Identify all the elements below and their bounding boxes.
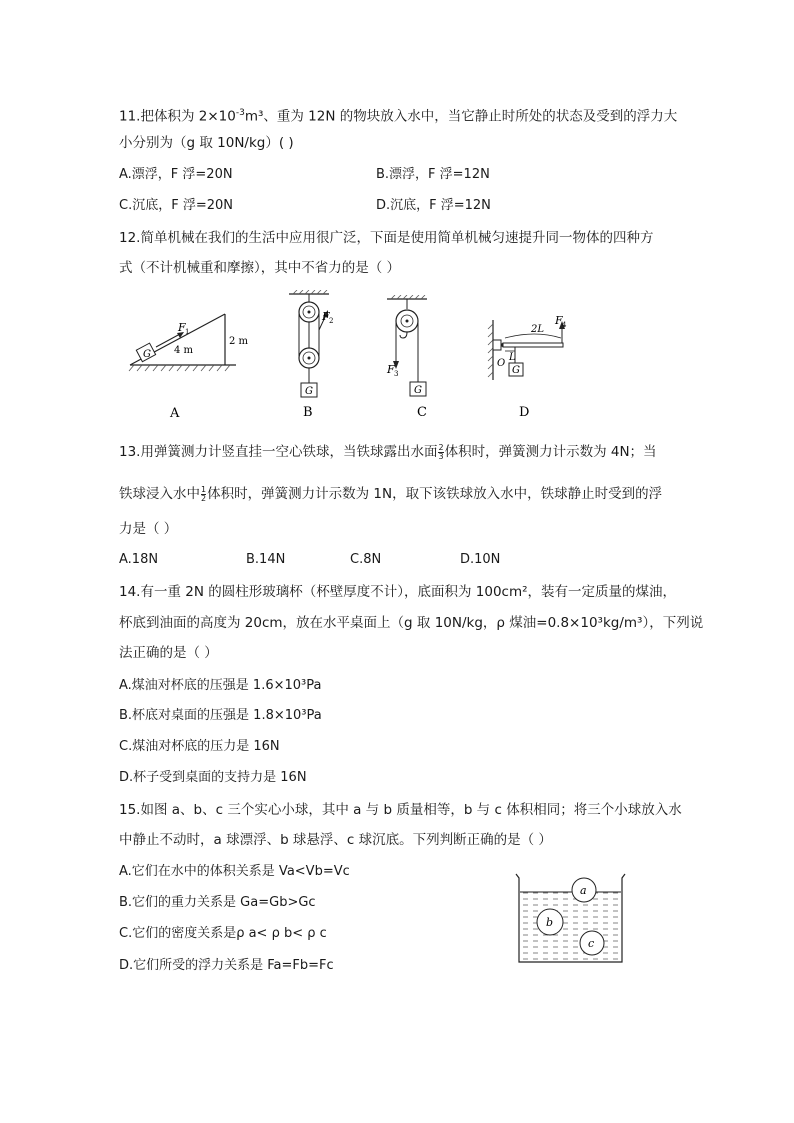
q14-line3: 法正确的是（ ）	[119, 645, 218, 661]
fig-d-f-subscript: 4	[562, 321, 567, 329]
q14-line1: 14.有一重 2N 的圆柱形玻璃杯（杯壁厚度不计），底面积为 100cm²，装有一定质量的煤油，	[119, 584, 677, 600]
q12-line1: 12.简单机械在我们的生活中应用很广泛，下面是使用简单机械匀速提升同一物体的四种方	[119, 230, 654, 246]
q14-option-d: D.杯子受到桌面的支持力是 16N	[119, 770, 307, 785]
q11-line1: 11.把体积为 $2\times 10^{-3}m^3$、重为 12N 的物块放入水中，当它静止时所处的状态及受到的浮力大	[119, 108, 678, 125]
fig-c-f-label: F	[387, 363, 395, 376]
q14-option-b: B.杯底对桌面的压强是 1.8×10³Pa	[119, 708, 322, 723]
q15-option-c: C.它们的密度关系是ρ a< ρ b< ρ c	[119, 926, 327, 941]
fig-a-f-subscript: 1	[185, 328, 190, 336]
figure-b-pulley-block	[284, 290, 344, 425]
fig-a-g-label: G	[143, 349, 151, 360]
q14-option-c: C.煤油对杯底的压力是 16N	[119, 739, 280, 754]
fig-d-2l-label: 2L	[531, 324, 545, 335]
fig-d-l-label: L	[509, 352, 516, 363]
ball-b-label: b	[546, 916, 554, 929]
fig-c-caption: C	[417, 405, 427, 420]
fig-d-o-label: O	[497, 358, 506, 369]
q13-line1: 13.用弹簧测力计竖直挂一空心铁球，当铁球露出水面 $\frac{2}{3}$ 体积时，弹簧测力计示数为 4N；当	[119, 442, 657, 461]
q13-option-d: D.10N	[460, 552, 501, 567]
q14-line2: 杯底到油面的高度为 20cm，放在水平桌面上（g 取 10N/kg，ρ 煤油=0.8×10³kg/m³），下列说	[119, 615, 704, 631]
q11-option-b: B.漂浮，F 浮=12N	[376, 167, 490, 182]
figure-d-lever	[485, 310, 585, 425]
q15-line2: 中静止不动时，a 球漂浮、b 球悬浮、c 球沉底。下列判断正确的是（ ）	[119, 832, 552, 848]
ball-c-label: c	[588, 937, 595, 950]
fig-d-f-label: F	[555, 314, 563, 327]
fig-d-g-label: G	[512, 365, 520, 376]
q13-line2: 铁球浸入水中 $\frac{1}{2}$ 体积时，弹簧测力计示数为 1N，取下该铁球放入水中，铁球静止时受到的浮	[119, 484, 663, 503]
fig-d-caption: D	[519, 405, 530, 420]
q13-option-a: A.18N	[119, 552, 159, 567]
fig-a-height-label: 2 m	[229, 336, 248, 347]
fig-b-f-subscript: 2	[329, 317, 334, 325]
fig-a-caption: A	[170, 406, 180, 421]
fig-a-length-label: 4 m	[174, 345, 194, 356]
q11-line2: 小分别为（g 取 10N/kg）( )	[119, 135, 294, 151]
fig-c-g-label: G	[414, 385, 422, 396]
fig-b-caption: B	[303, 405, 313, 420]
q15-option-b: B.它们的重力关系是 Ga=Gb>Gc	[119, 895, 316, 910]
q15-option-a: A.它们在水中的体积关系是 Va<Vb=Vc	[119, 864, 350, 879]
q12-line2: 式（不计机械重和摩擦），其中不省力的是（ ）	[119, 260, 401, 276]
figure-a-incline	[128, 300, 248, 425]
figure-c-fixed-pulley	[385, 295, 445, 425]
q13-line3: 力是（ ）	[119, 521, 178, 537]
q11-option-a: A.漂浮，F 浮=20N	[119, 167, 233, 182]
q11-option-d: D.沉底，F 浮=12N	[376, 198, 491, 213]
ball-a-label: a	[580, 884, 587, 897]
fig-c-f-subscript: 3	[394, 370, 399, 378]
q13-option-b: B.14N	[246, 552, 286, 567]
figure-beaker-balls	[512, 872, 630, 967]
q15-line1: 15.如图 a、b、c 三个实心小球，其中 a 与 b 质量相等，b 与 c 体积相同；将三个小球放入水	[119, 802, 682, 818]
fig-b-f-label: F	[322, 310, 330, 323]
q14-option-a: A.煤油对杯底的压强是 1.6×10³Pa	[119, 678, 322, 693]
fig-b-g-label: G	[305, 386, 313, 397]
q11-option-c: C.沉底，F 浮=20N	[119, 198, 233, 213]
q13-option-c: C.8N	[350, 552, 382, 567]
q15-option-d: D.它们所受的浮力关系是 Fa=Fb=Fc	[119, 958, 334, 973]
fig-a-f-label: F	[178, 321, 186, 334]
